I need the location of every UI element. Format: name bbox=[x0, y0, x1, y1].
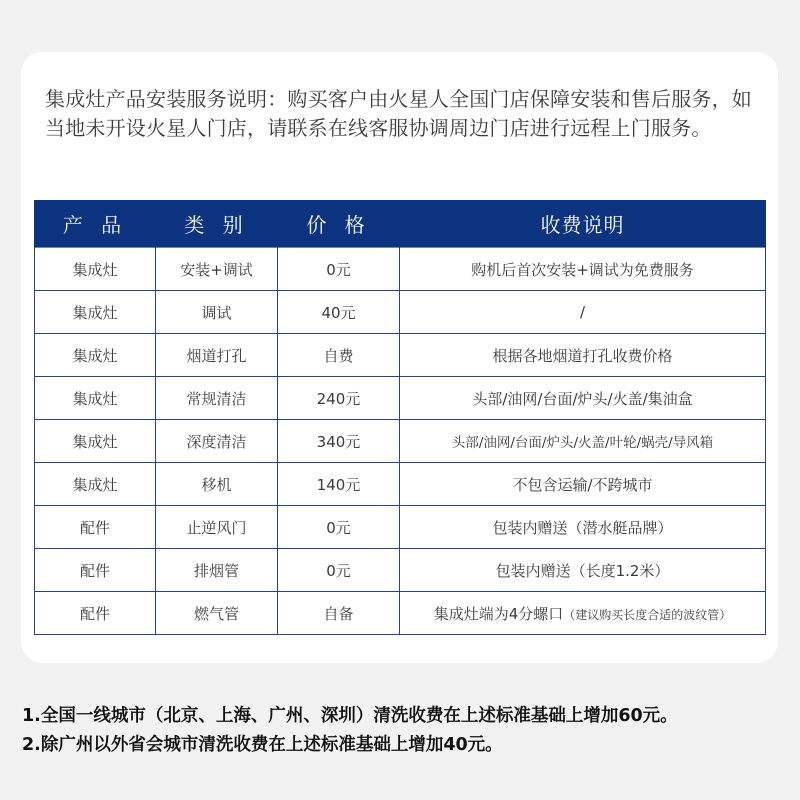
cell-category: 常规清洁 bbox=[156, 377, 278, 420]
cell-price: 0元 bbox=[278, 506, 400, 549]
cell-category: 移机 bbox=[156, 463, 278, 506]
cell-product: 配件 bbox=[35, 506, 156, 549]
cell-product: 配件 bbox=[35, 592, 156, 635]
cell-description: / bbox=[400, 291, 766, 334]
header-price: 价 格 bbox=[278, 200, 400, 248]
cell-product: 集成灶 bbox=[35, 377, 156, 420]
cell-price: 自费 bbox=[278, 334, 400, 377]
cell-description: 不包含运输/不跨城市 bbox=[400, 463, 766, 506]
cell-price: 0元 bbox=[278, 549, 400, 592]
table-row bbox=[35, 291, 766, 334]
table-row bbox=[35, 420, 766, 463]
table-row bbox=[35, 334, 766, 377]
cell-product: 配件 bbox=[35, 549, 156, 592]
cell-category: 烟道打孔 bbox=[156, 334, 278, 377]
header-product: 产 品 bbox=[35, 200, 156, 248]
table-row bbox=[35, 248, 766, 291]
footnotes bbox=[22, 702, 792, 760]
cell-description bbox=[400, 592, 766, 635]
cell-category: 排烟管 bbox=[156, 549, 278, 592]
description-note: （建议购买长度合适的波纹管） bbox=[563, 607, 732, 622]
table-row bbox=[35, 463, 766, 506]
cell-category: 安装+调试 bbox=[156, 248, 278, 291]
header-description: 收费说明 bbox=[400, 200, 766, 248]
cell-product: 集成灶 bbox=[35, 248, 156, 291]
cell-product: 集成灶 bbox=[35, 291, 156, 334]
cell-product: 集成灶 bbox=[35, 420, 156, 463]
table-row bbox=[35, 377, 766, 420]
table-header-row bbox=[35, 200, 766, 248]
cell-category: 燃气管 bbox=[156, 592, 278, 635]
cell-price: 40元 bbox=[278, 291, 400, 334]
cell-product: 集成灶 bbox=[35, 463, 156, 506]
cell-description: 包装内赠送（潜水艇品牌） bbox=[400, 506, 766, 549]
table-row bbox=[35, 506, 766, 549]
cell-product: 集成灶 bbox=[35, 334, 156, 377]
cell-description: 根据各地烟道打孔收费价格 bbox=[400, 334, 766, 377]
header-category: 类 别 bbox=[156, 200, 278, 248]
cell-price: 0元 bbox=[278, 248, 400, 291]
cell-price: 240元 bbox=[278, 377, 400, 420]
table-row bbox=[35, 592, 766, 635]
footnote-2: 2.除广州以外省会城市清洗收费在上述标准基础上增加40元。 bbox=[22, 735, 503, 755]
cell-description: 头部/油网/台面/炉头/火盖/叶轮/蜗壳/导风箱 bbox=[400, 420, 766, 463]
cell-category: 深度清洁 bbox=[156, 420, 278, 463]
intro-text: 集成灶产品安装服务说明：购买客户由火星人全国门店保障安装和售后服务，如当地未开设火星人门店，请联系在线客服协调周边门店进行远程上门服务。 bbox=[45, 87, 752, 140]
cell-description: 头部/油网/台面/炉头/火盖/集油盒 bbox=[400, 377, 766, 420]
description-main: 集成灶端为4分螺口 bbox=[433, 604, 564, 623]
table-row bbox=[35, 549, 766, 592]
cell-category: 止逆风门 bbox=[156, 506, 278, 549]
cell-description: 包装内赠送（长度1.2米） bbox=[400, 549, 766, 592]
cell-description: 购机后首次安装+调试为免费服务 bbox=[400, 248, 766, 291]
cell-price: 340元 bbox=[278, 420, 400, 463]
cell-price: 自备 bbox=[278, 592, 400, 635]
footnote-1: 1.全国一线城市（北京、上海、广州、深圳）清洗收费在上述标准基础上增加60元。 bbox=[22, 706, 678, 726]
cell-price: 140元 bbox=[278, 463, 400, 506]
pricing-table bbox=[34, 200, 766, 635]
cell-category: 调试 bbox=[156, 291, 278, 334]
